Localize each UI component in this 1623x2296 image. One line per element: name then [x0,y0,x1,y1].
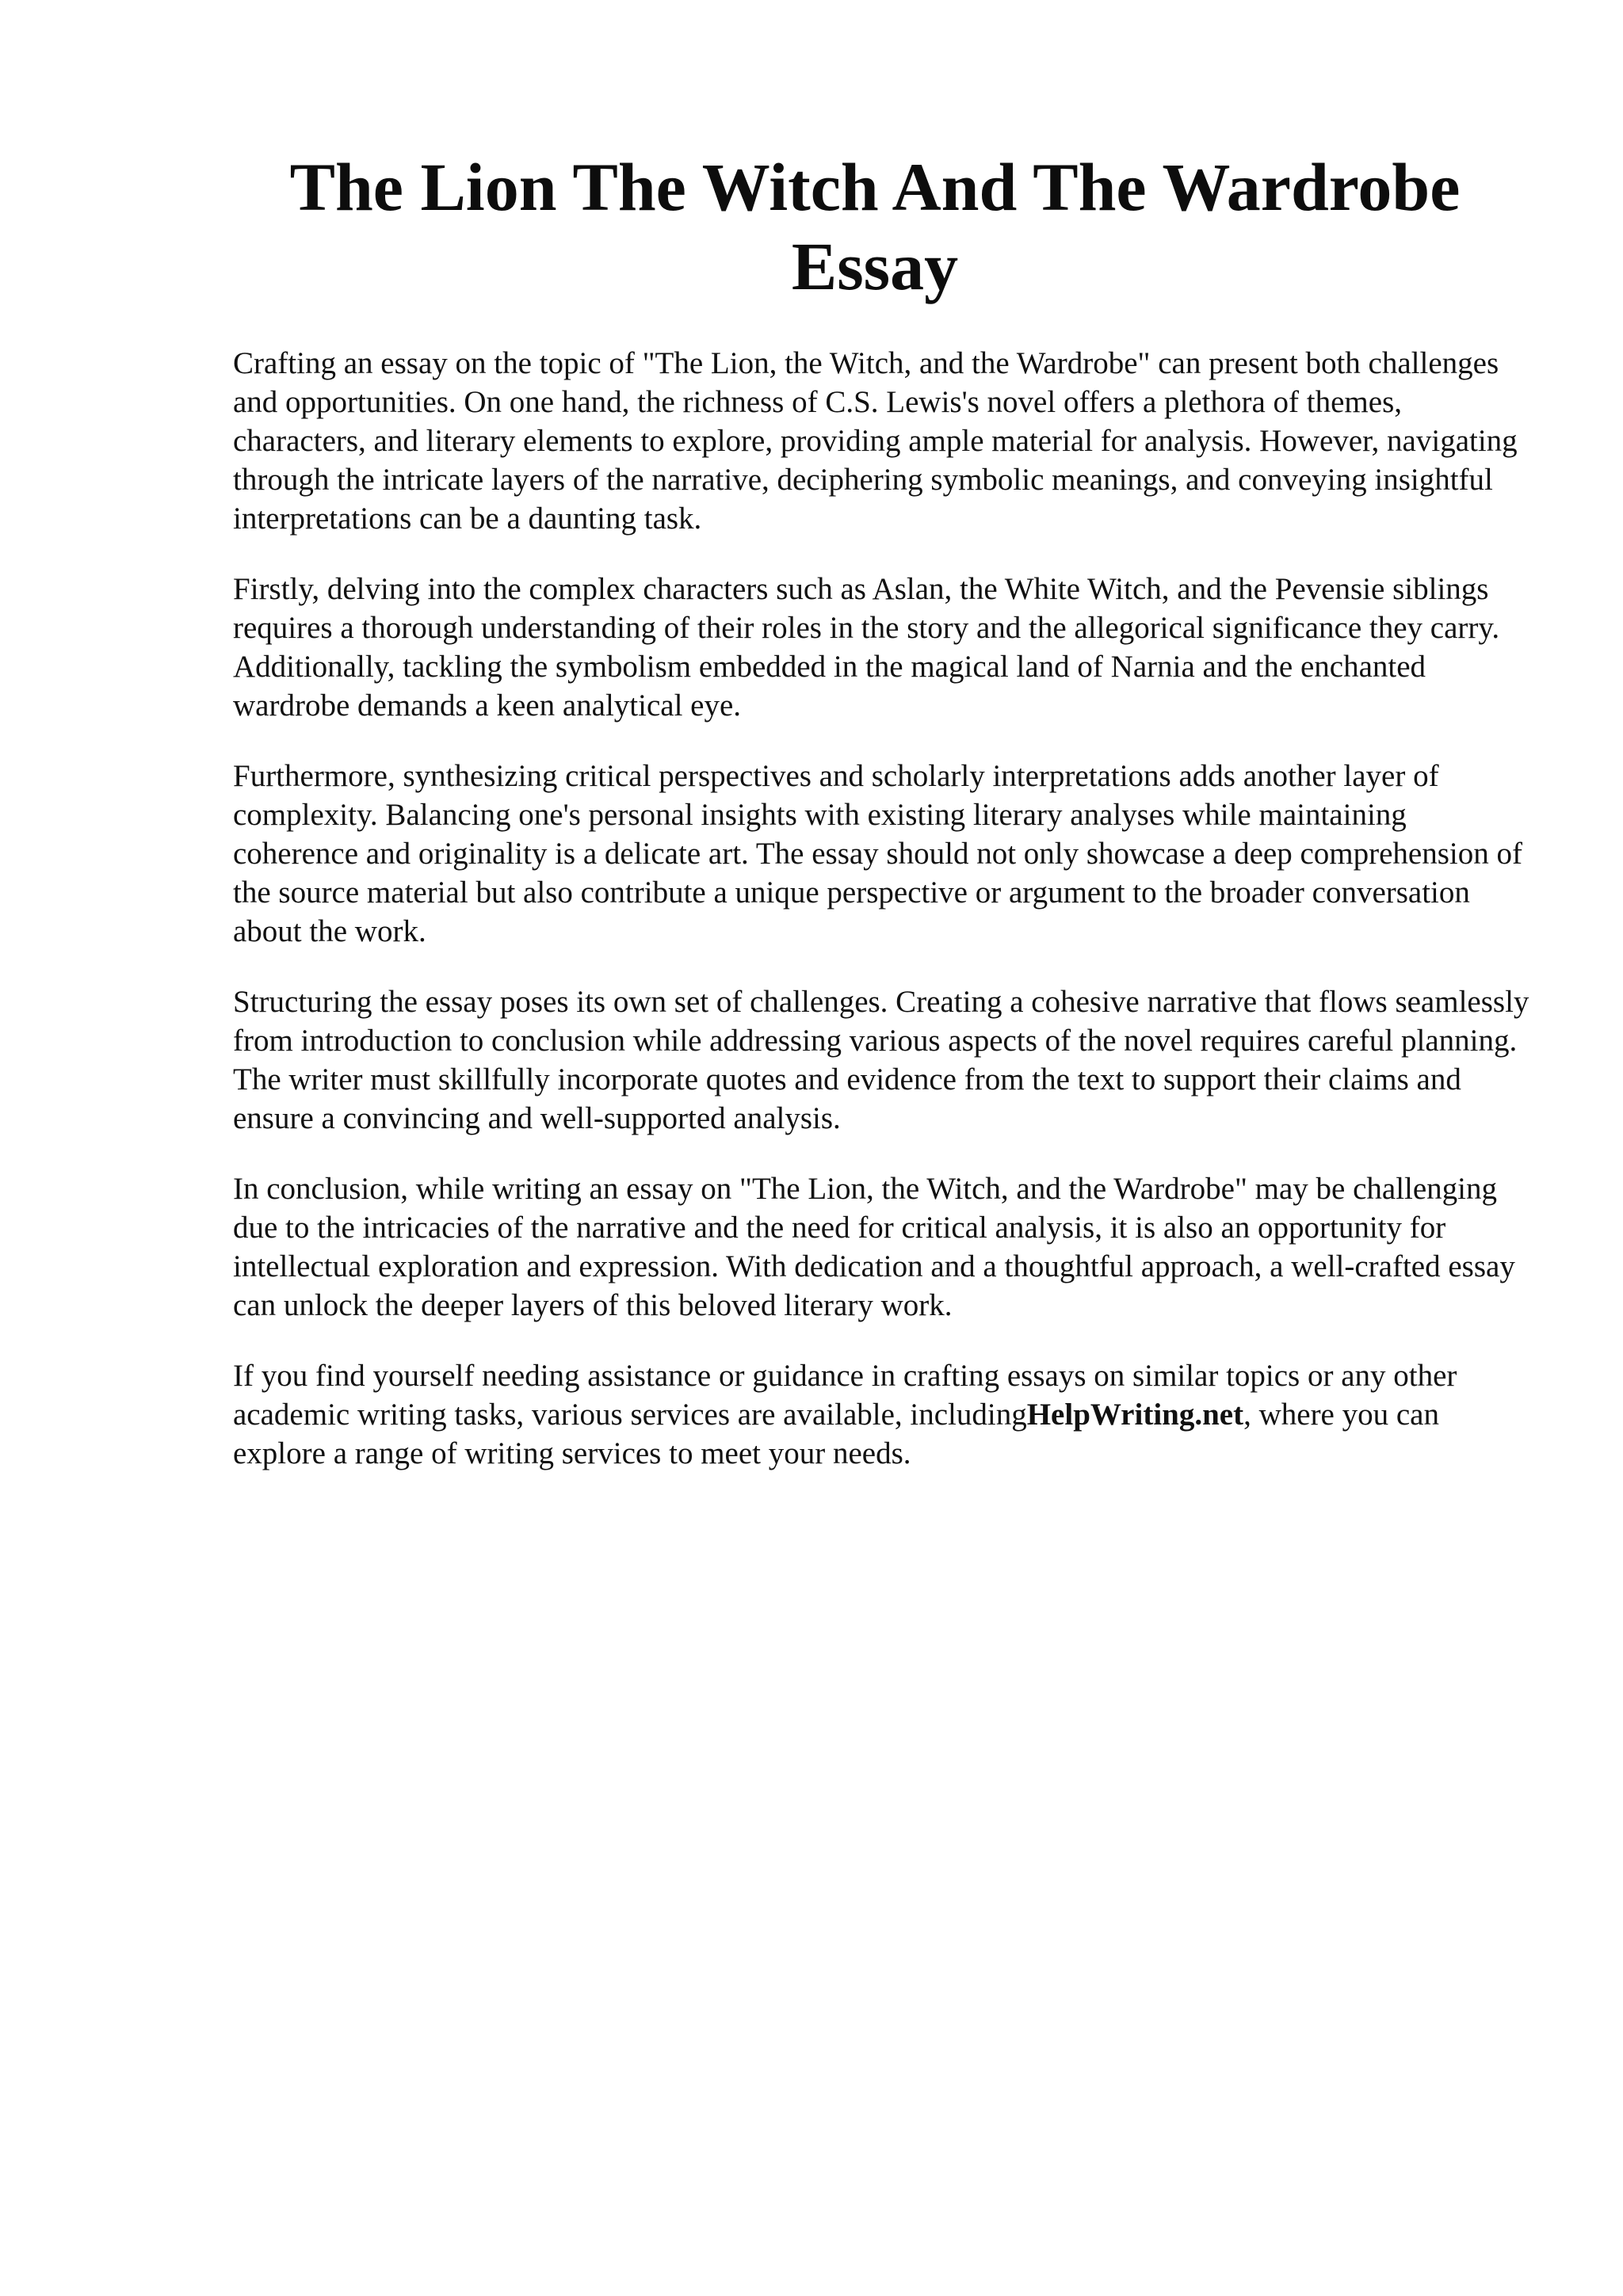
document-body [233,344,1533,1505]
paragraph-closing [233,1356,1533,1473]
paragraph-structure: Structuring the essay poses its own set of challenges. Creating a cohesive narrative that flows seamlessly from introduction to conclusion while addressing various aspects of the novel requires careful planning. The writer must skillfully incorporate quotes and evidence from the text to support their claims and ensure a convincing and well-supported analysis. [233,985,1529,1135]
paragraph-intro: Crafting an essay on the topic of "The Lion, the Witch, and the Wardrobe" can present both challenges and opportunities. On one hand, the richness of C.S. Lewis's novel offers a plethora of themes, characters, and literary elements to explore, providing ample material for analysis. However, navigating through the intricate layers of the narrative, deciphering symbolic meanings, and conveying insightful interpretations can be a daunting task. [233,346,1518,536]
closing-text-before-link: If you find yourself needing assistance or guidance in crafting essays on similar topics or any other academic writing tasks, various services are available, including [233,1359,1457,1432]
helpwriting-link[interactable]: HelpWriting.net [1026,1398,1244,1432]
closing-text-after-link: , where you can explore a range of writing services to meet your needs. [233,1398,1439,1470]
document-title: The Lion The Witch And The Wardrobe Essay [289,149,1461,304]
paragraph-conclusion: In conclusion, while writing an essay on "The Lion, the Witch, and the Wardrobe" may be challenging due to the intricacies of the narrative and the need for critical analysis, it is also an opportunity for intellectual exploration and expression. With dedication and a thoughtful approach, a well-crafted essay can unlock the deeper layers of this beloved literary work. [233,1172,1515,1322]
paragraph-characters: Firstly, delving into the complex characters such as Aslan, the White Witch, and the Pevensie siblings requires a thorough understanding of their roles in the story and the allegorical significance they carry. Additionally, tackling the symbolism embedded in the magical land of Narnia and the enchanted wardrobe demands a keen analytical eye. [233,572,1500,723]
paragraph-perspectives: Furthermore, synthesizing critical perspectives and scholarly interpretations adds another layer of complexity. Balancing one's personal insights with existing literary analyses while maintaining coherence and originality is a delicate art. The essay should not only showcase a deep comprehension of the source material but also contribute a unique perspective or argument to the broader conversation about the work. [233,759,1522,948]
